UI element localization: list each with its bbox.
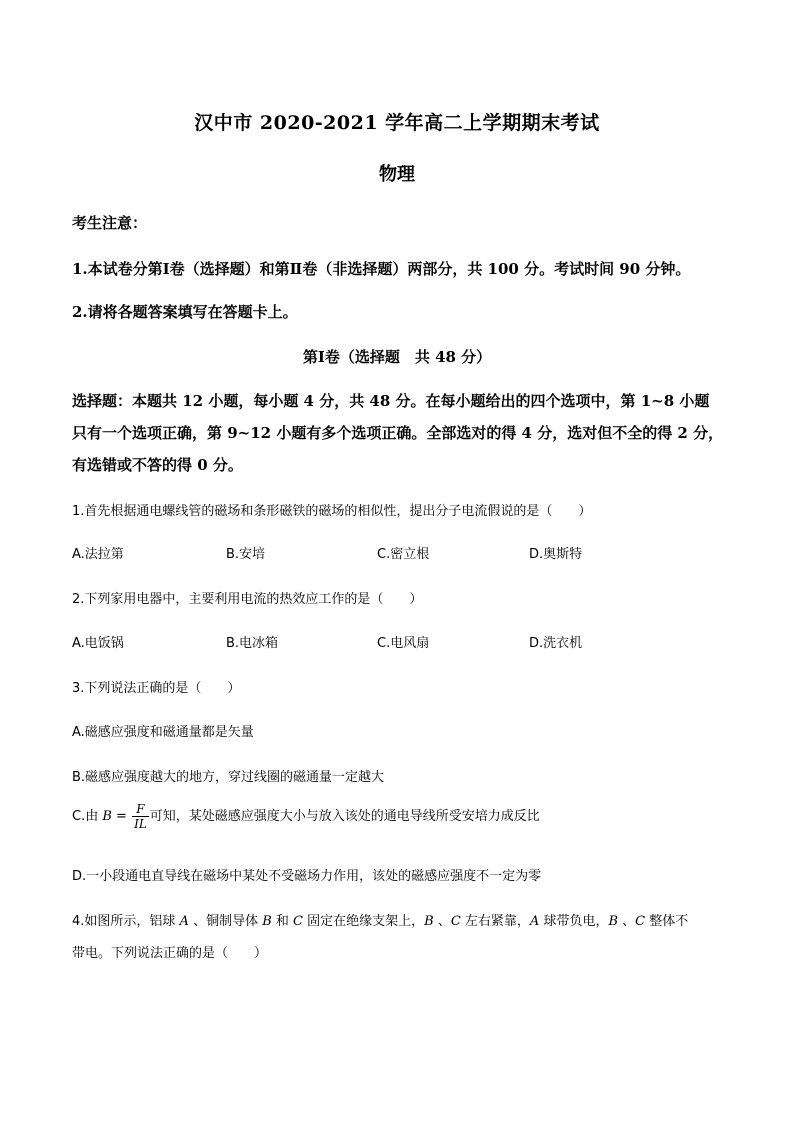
q4-text: 4.如图所示，铝球 bbox=[72, 914, 180, 929]
q4-text: 球带负电， bbox=[539, 914, 609, 929]
q4-text: 、 bbox=[618, 914, 636, 929]
question-2-option-d: D.洗衣机 bbox=[529, 636, 583, 651]
section-heading: 第Ⅰ卷（选择题 共 48 分） bbox=[302, 348, 492, 366]
notice-item-1: 1.本试卷分第Ⅰ卷（选择题）和第Ⅱ卷（非选择题）两部分，共 100 分。考试时间 90 分钟。 bbox=[72, 260, 691, 278]
formula-equals: = bbox=[111, 809, 132, 824]
question-1-option-c: C.密立根 bbox=[377, 547, 430, 562]
question-3-stem: 3.下列说法正确的是（ ） bbox=[72, 681, 241, 696]
question-4-stem-line-2: 带电。下列说法正确的是（ ） bbox=[72, 946, 268, 961]
q4-text: 固定在绝缘支架上， bbox=[302, 914, 425, 929]
question-2-option-b: B.电冰箱 bbox=[226, 636, 279, 651]
fraction-numerator: F bbox=[132, 802, 149, 817]
q4-text: 、 bbox=[433, 914, 451, 929]
question-2-option-a: A.电饭锅 bbox=[72, 636, 124, 651]
q4-var-a: A bbox=[529, 914, 540, 929]
q4-var-b: B bbox=[608, 914, 619, 929]
q4-var-b: B bbox=[262, 914, 272, 929]
question-4-stem-line-1 bbox=[72, 910, 688, 929]
question-1-option-b: B.安培 bbox=[226, 547, 266, 562]
question-2-stem: 2.下列家用电器中，主要利用电流的热效应工作的是（ ） bbox=[72, 592, 423, 607]
q4-var-a: A bbox=[179, 914, 189, 929]
notice-heading: 考生注意： bbox=[72, 214, 148, 232]
question-3-option-d: D.一小段通电直导线在磁场中某处不受磁场力作用，该处的磁感应强度不一定为零 bbox=[72, 869, 542, 884]
q4-text: 、铜制导体 bbox=[188, 914, 263, 929]
question-3-option-a: A.磁感应强度和磁通量都是矢量 bbox=[72, 725, 254, 740]
q4-var-b: B bbox=[424, 914, 434, 929]
question-3-option-c bbox=[72, 802, 540, 831]
fraction-denominator: IL bbox=[134, 817, 147, 831]
q4-var-c: C bbox=[293, 914, 303, 929]
section-intro-line-1: 选择题：本题共 12 小题，每小题 4 分，共 48 分。在每小题给出的四个选项中，第 1~8 小题 bbox=[72, 392, 710, 410]
q4-text: 左右紧靠， bbox=[460, 914, 530, 929]
question-1-option-d: D.奥斯特 bbox=[529, 547, 583, 562]
q4-text: 整体不 bbox=[645, 914, 689, 929]
q4-var-c: C bbox=[450, 914, 461, 929]
formula-variable-b: B bbox=[102, 809, 112, 824]
question-1-option-a: A.法拉第 bbox=[72, 547, 124, 562]
question-3-option-b: B.磁感应强度越大的地方，穿过线圈的磁通量一定越大 bbox=[72, 770, 385, 785]
section-intro-line-2: 只有一个选项正确，第 9~12 小题有多个选项正确。全部选对的得 4 分，选对但不全的得 2 分， bbox=[72, 424, 724, 442]
q4-text: 和 bbox=[271, 914, 294, 929]
option-c-prefix: C.由 bbox=[72, 809, 103, 824]
question-1-stem: 1.首先根据通电螺线管的磁场和条形磁铁的磁场的相似性，提出分子电流假说的是（ ） bbox=[72, 504, 592, 519]
section-intro-line-3: 有选错或不答的得 0 分。 bbox=[72, 456, 243, 474]
formula-fraction bbox=[132, 802, 149, 831]
subject-title: 物理 bbox=[379, 164, 415, 185]
exam-title: 汉中市 2020-2021 学年高二上学期期末考试 bbox=[194, 112, 600, 134]
q4-var-c: C bbox=[635, 914, 646, 929]
question-2-option-c: C.电风扇 bbox=[377, 636, 430, 651]
option-c-suffix: 可知，某处磁感应强度大小与放入该处的通电导线所受安培力成反比 bbox=[149, 809, 540, 824]
notice-item-2: 2.请将各题答案填写在答题卡上。 bbox=[72, 303, 298, 321]
